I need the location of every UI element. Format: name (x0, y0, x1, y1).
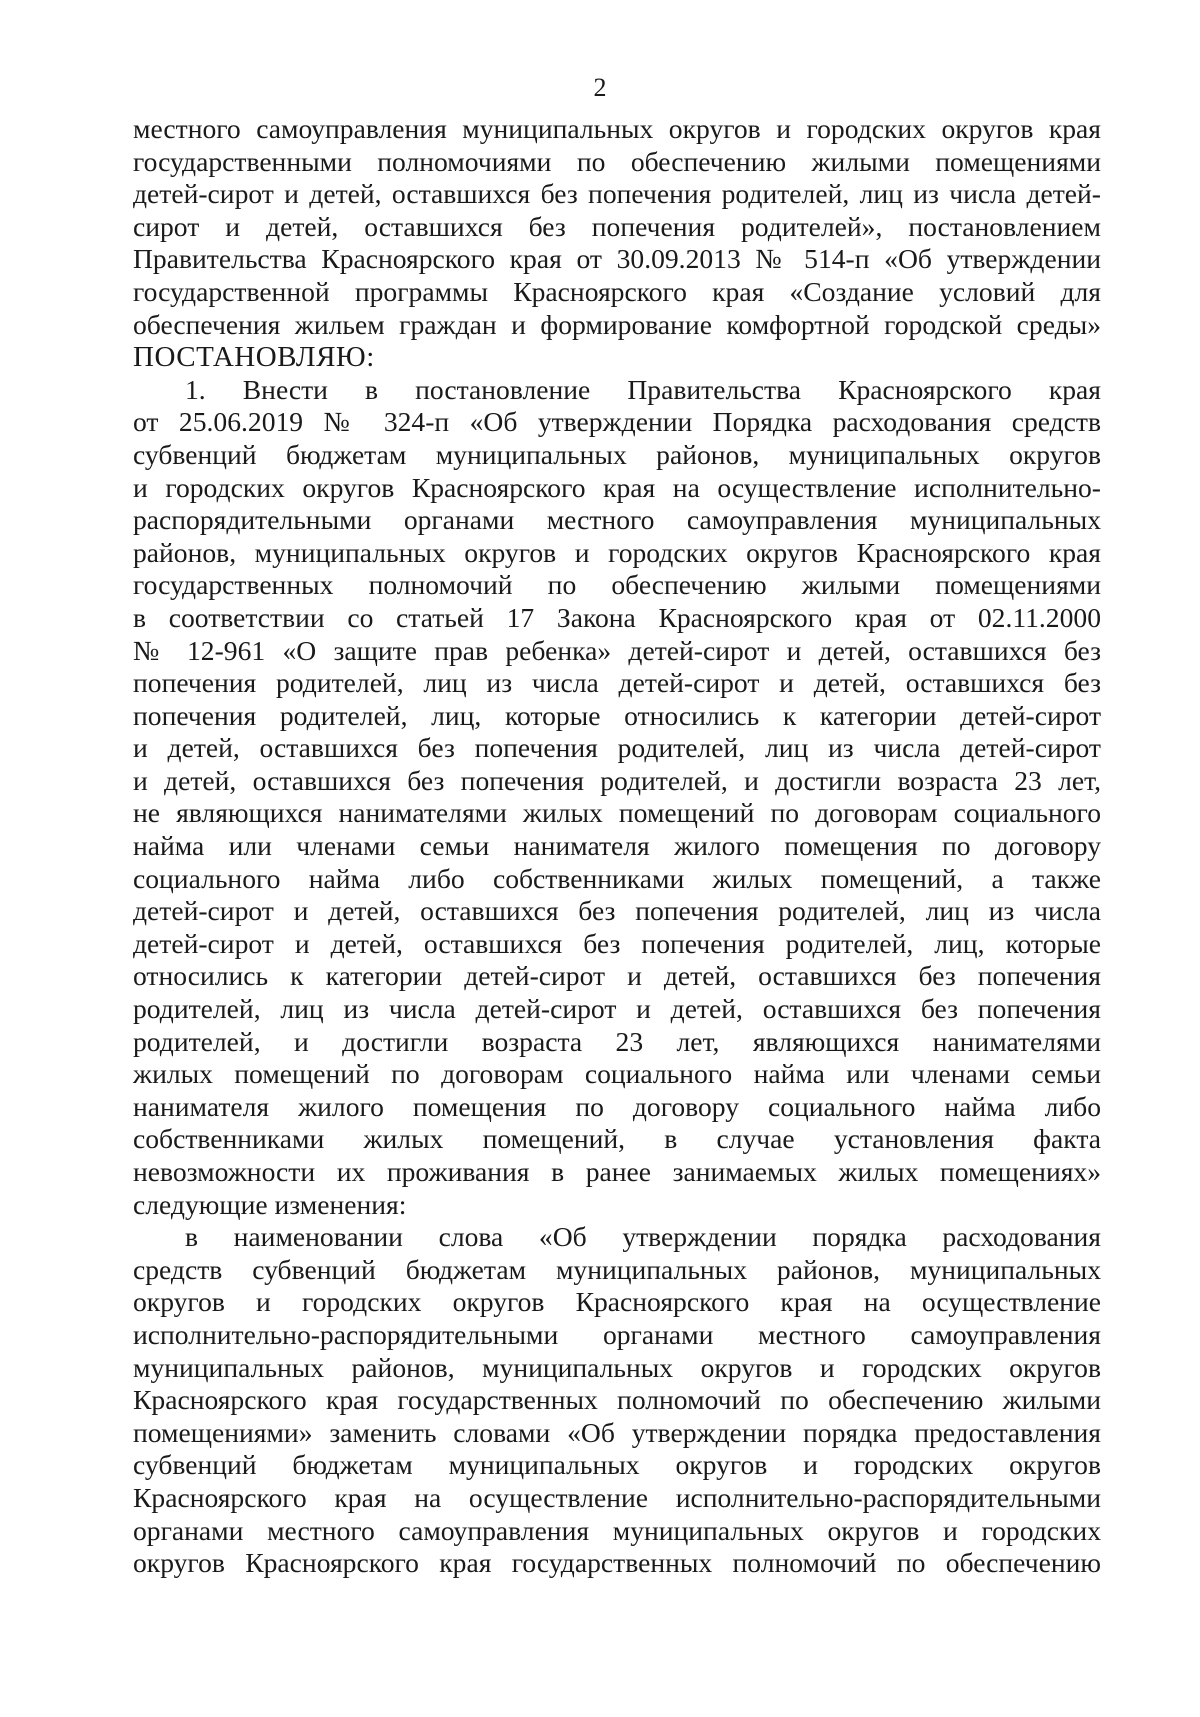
text-line: муниципальных районов, муниципальных округов и городских округов (133, 1351, 1101, 1383)
text-line: социального найма либо собственниками жилых помещений, а также (133, 862, 1101, 894)
text-line: государственной программы Красноярского края «Создание условий для (133, 275, 1101, 307)
text-line: детей-сирот и детей, оставшихся без попечения родителей, лиц из числа (133, 895, 1101, 927)
text-line: обеспечения жильем граждан и формирование комфортной городской среды» (133, 308, 1101, 340)
text-line: и городских округов Красноярского края на осуществление исполнительно- (133, 471, 1101, 503)
text-line: найма или членами семьи нанимателя жилого помещения по договору (133, 830, 1101, 862)
text-line: государственных полномочий по обеспечению жилыми помещениями (133, 569, 1101, 601)
text-line: сирот и детей, оставшихся без попечения родителей», постановлением (133, 210, 1101, 242)
text-line: следующие изменения: (133, 1188, 407, 1220)
page-number: 2 (593, 73, 607, 102)
text-line: 1. Внести в постановление Правительства Красноярского края (185, 373, 1101, 405)
text-line: округов и городских округов Красноярского края на осуществление (133, 1286, 1101, 1318)
text-line: Красноярского края государственных полномочий по обеспечению жилыми (133, 1384, 1101, 1416)
text-line: относились к категории детей-сирот и детей, оставшихся без попечения (133, 960, 1101, 992)
text-line: средств субвенций бюджетам муниципальных районов, муниципальных (133, 1253, 1101, 1285)
text-line: исполнительно-распорядительными органами местного самоуправления (133, 1318, 1101, 1350)
decree-heading: ПОСТАНОВЛЯЮ: (133, 341, 375, 374)
text-line: попечения родителей, лиц из числа детей-сирот и детей, оставшихся без (133, 667, 1101, 699)
text-line: в соответствии со статьей 17 Закона Красноярского края от 02.11.2000 (133, 601, 1101, 633)
text-line: попечения родителей, лиц, которые относились к категории детей-сирот (133, 699, 1101, 731)
text-line: округов Красноярского края государственных полномочий по обеспечению (133, 1547, 1101, 1579)
text-line: родителей, и достигли возраста 23 лет, являющихся нанимателями (133, 1025, 1101, 1057)
text-line: субвенций бюджетам муниципальных районов, муниципальных округов (133, 438, 1101, 470)
text-line: собственниками жилых помещений, в случае установления факта (133, 1123, 1101, 1155)
text-line: № 12-961 «О защите прав ребенка» детей-сирот и детей, оставшихся без (133, 634, 1101, 666)
text-line: от 25.06.2019 № 324-п «Об утверждении Порядка расходования средств (133, 406, 1101, 438)
text-line: органами местного самоуправления муниципальных округов и городских (133, 1514, 1101, 1546)
text-line: субвенций бюджетам муниципальных округов и городских округов (133, 1449, 1101, 1481)
text-line: Красноярского края на осуществление исполнительно-распорядительными (133, 1481, 1101, 1513)
document-body (133, 113, 1101, 1580)
text-line: местного самоуправления муниципальных округов и городских округов края (133, 113, 1101, 144)
text-line: и детей, оставшихся без попечения родителей, и достигли возраста 23 лет, (133, 764, 1101, 796)
text-line: нанимателя жилого помещения по договору социального найма либо (133, 1090, 1101, 1122)
text-line: не являющихся нанимателями жилых помещений по договорам социального (133, 797, 1101, 829)
text-line: районов, муниципальных округов и городских округов Красноярского края (133, 536, 1101, 568)
text-line: и детей, оставшихся без попечения родителей, лиц из числа детей-сирот (133, 732, 1101, 764)
text-line: помещениями» заменить словами «Об утверждении порядка предоставления (133, 1416, 1101, 1448)
text-line: распорядительными органами местного самоуправления муниципальных (133, 504, 1101, 536)
text-line: детей-сирот и детей, оставшихся без попечения родителей, лиц из числа детей- (133, 178, 1101, 210)
text-line: в наименовании слова «Об утверждении порядка расходования (185, 1221, 1101, 1253)
text-line: невозможности их проживания в ранее занимаемых жилых помещениях» (133, 1156, 1101, 1187)
text-line: жилых помещений по договорам социального найма или членами семьи (133, 1058, 1101, 1090)
text-line: Правительства Красноярского края от 30.09.2013 № 514-п «Об утверждении (133, 243, 1101, 275)
text-line: государственными полномочиями по обеспечению жилыми помещениями (133, 145, 1101, 177)
text-line: родителей, лиц из числа детей-сирот и детей, оставшихся без попечения (133, 993, 1101, 1025)
text-line: детей-сирот и детей, оставшихся без попечения родителей, лиц, которые (133, 927, 1101, 959)
